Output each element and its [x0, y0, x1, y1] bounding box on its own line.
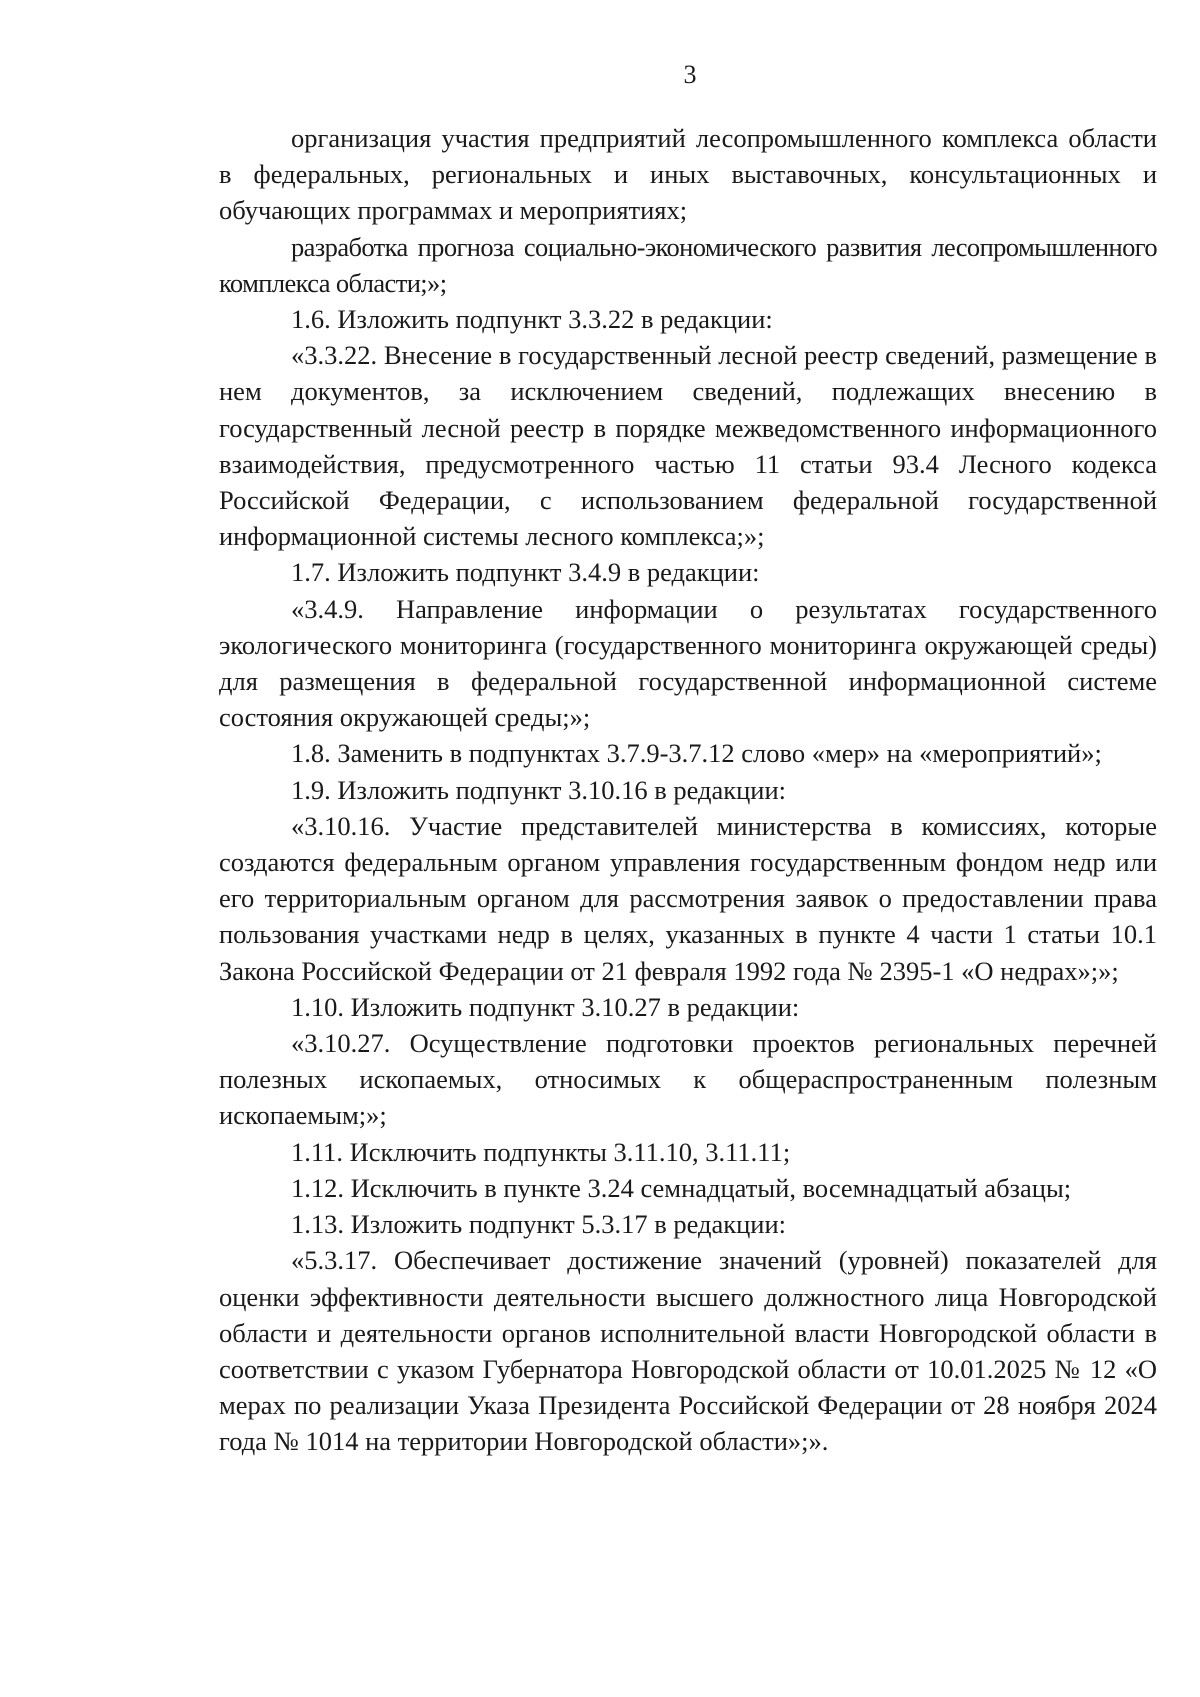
paragraph-item-1-12: 1.12. Исключить в пункте 3.24 семнадцатый, восемнадцатый абзацы; [291, 1172, 1072, 1203]
paragraph-item-1-7: 1.7. Изложить подпункт 3.4.9 в редакции: [291, 557, 760, 588]
paragraph-3-4-9: «3.4.9. Направление информации о результатах государственного экологического мониторинга (государственного мониторинга окружающей среды) для размещения в федеральной государственной информационной системе состояния окружающей среды;»; [219, 593, 1157, 733]
paragraph-3-10-16: «3.10.16. Участие представителей министерства в комиссиях, которые создаются федеральным органом управления государственным фондом недр или его территориальным органом для рассмотрения заявок о предоставлении права пользования участками недр в целях, указанных в пункте 4 части 1 статьи 10.1 Закона Российской Федерации от 21 февраля 1992 года № 2395-1 «О недрах»;»; [219, 810, 1157, 986]
paragraph-item-1-9: 1.9. Изложить подпункт 3.10.16 в редакции: [291, 774, 787, 805]
page-number: 3 [683, 60, 697, 89]
paragraph-3-10-27: «3.10.27. Осуществление подготовки проектов региональных перечней полезных ископаемых, относимых к общераспространенным полезным ископаемым;»; [219, 1028, 1157, 1131]
paragraph-exhibitions: организация участия предприятий лесопромышленного комплекса области в федеральных, региональных и иных выставочных, консультационных и обучающих программах и мероприятиях; [219, 123, 1157, 226]
document-body [219, 120, 1157, 1460]
paragraph-forecast: разработка прогноза социально-экономического развития лесопромышленного комплекса области;»; [219, 231, 1157, 298]
paragraph-5-3-17: «5.3.17. Обеспечивает достижение значений (уровней) показателей для оценки эффективности деятельности высшего должностного лица Новгородской области и деятельности органов исполнительной власти Новгородской области в соответствии с указом Губернатора Новгородской области от 10.01.2025 № 12 «О мерах по реализации Указа Президента Российской Федерации от 28 ноября 2024 года № 1014 на территории Новгородской области»;». [219, 1245, 1157, 1457]
paragraph-3-3-22: «3.3.22. Внесение в государственный лесной реестр сведений, размещение в нем документов, за исключением сведений, подлежащих внесению в государственный лесной реестр в порядке межведомственного информационного взаимодействия, предусмотренного частью 11 статьи 93.4 Лесного кодекса Российской Федерации, с использованием федеральной государственной информационной системы лесного комплекса;»; [219, 340, 1157, 552]
paragraph-item-1-8: 1.8. Заменить в подпунктах 3.7.9-3.7.12 слово «мер» на «мероприятий»; [291, 738, 1102, 769]
paragraph-item-1-11: 1.11. Исключить подпункты 3.11.10, 3.11.11; [291, 1136, 791, 1167]
paragraph-item-1-13: 1.13. Изложить подпункт 5.3.17 в редакции: [291, 1209, 787, 1240]
paragraph-item-1-10: 1.10. Изложить подпункт 3.10.27 в редакции: [291, 991, 800, 1022]
paragraph-item-1-6: 1.6. Изложить подпункт 3.3.22 в редакции: [291, 304, 773, 335]
